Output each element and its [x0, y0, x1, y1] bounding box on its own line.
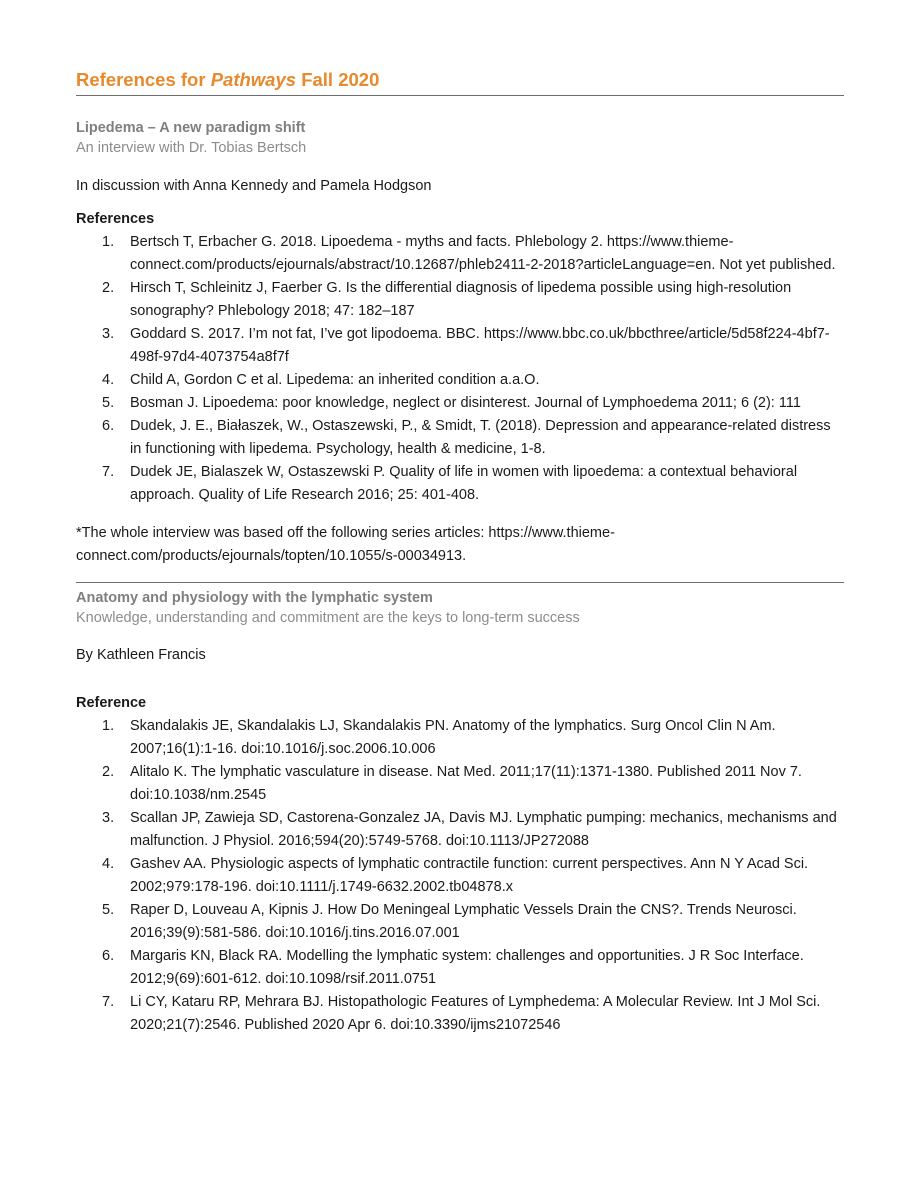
reference-number: 6.: [102, 418, 115, 434]
reference-text: Hirsch T, Schleinitz J, Faerber G. Is the differential diagnosis of lipedema possible using high-resolution sonography? Phlebology 2018; 47: 182–187: [130, 280, 792, 319]
reference-text: Margaris KN, Black RA. Modelling the lymphatic system: challenges and opportunities. J R Soc Interface. 2012;9(69):601-612. doi:10.1098/rsif.2011.0751: [130, 948, 804, 987]
reference-number: 2.: [102, 764, 115, 780]
section-title: Anatomy and physiology with the lymphatic system: [76, 590, 433, 606]
reference-item: [76, 461, 844, 507]
section-byline: In discussion with Anna Kennedy and Pamela Hodgson: [76, 178, 432, 194]
reference-item: [76, 991, 844, 1037]
section-lipedema: [76, 118, 844, 568]
reference-number: 5.: [102, 395, 115, 411]
reference-item: [76, 231, 844, 277]
reference-item: [76, 392, 844, 415]
reference-list: [76, 231, 844, 507]
reference-heading: Reference: [76, 695, 147, 711]
section-divider: [76, 582, 844, 583]
reference-item: [76, 323, 844, 369]
reference-item: [76, 899, 844, 945]
title-rule: [76, 95, 844, 96]
reference-text: Gashev AA. Physiologic aspects of lymphatic contractile function: current perspectives. Ann N Y Acad Sci. 2002;979:178-196. doi:10.1111/j.1749-6632.2002.tb04878.x: [130, 856, 809, 895]
page-title-prefix: References for: [76, 69, 211, 90]
section-subtitle: Knowledge, understanding and commitment are the keys to long-term success: [76, 610, 580, 626]
reference-item: [76, 945, 844, 991]
reference-number: 6.: [102, 948, 115, 964]
reference-number: 3.: [102, 326, 115, 342]
reference-item: [76, 761, 844, 807]
reference-text: Child A, Gordon C et al. Lipedema: an inherited condition a.a.O.: [130, 372, 540, 388]
reference-number: 2.: [102, 280, 115, 296]
reference-number: 4.: [102, 856, 115, 872]
reference-number: 7.: [102, 994, 115, 1010]
reference-text: Bosman J. Lipoedema: poor knowledge, neglect or disinterest. Journal of Lymphoedema 2011; 6 (2): 111: [130, 395, 801, 411]
section-title: Lipedema – A new paradigm shift: [76, 120, 306, 136]
reference-text: Goddard S. 2017. I’m not fat, I’ve got lipodoema. BBC. https://www.bbc.co.uk/bbcthree/article/5d58f224-4bf7-498f-97d4-4073754a8f7f: [130, 326, 830, 365]
reference-number: 7.: [102, 464, 115, 480]
reference-text: Dudek, J. E., Białaszek, W., Ostaszewski, P., & Smidt, T. (2018). Depression and appearance-related distress in functioning with lipedema. Psychology, health & medicine, 1-8.: [130, 418, 831, 457]
reference-text: Scallan JP, Zawieja SD, Castorena-Gonzalez JA, Davis MJ. Lymphatic pumping: mechanics, mechanisms and malfunction. J Physiol. 2016;594(20):5749-5768. doi:10.1113/JP272088: [130, 810, 837, 849]
page-title-suffix: Fall 2020: [296, 69, 380, 90]
reference-item: [76, 715, 844, 761]
reference-number: 1.: [102, 718, 115, 734]
reference-text: Alitalo K. The lymphatic vasculature in disease. Nat Med. 2011;17(11):1371-1380. Published 2011 Nov 7. doi:10.1038/nm.2545: [130, 764, 802, 803]
reference-item: [76, 853, 844, 899]
reference-item: [76, 277, 844, 323]
reference-item: [76, 415, 844, 461]
page-title-italic: Pathways: [210, 69, 297, 90]
references-heading: References: [76, 211, 155, 227]
page-title: [76, 66, 844, 95]
reference-number: 4.: [102, 372, 115, 388]
section-subtitle: An interview with Dr. Tobias Bertsch: [76, 140, 307, 156]
document-page: [76, 66, 844, 1037]
interview-note: *The whole interview was based off the following series articles: https://www.thieme-connect.com/products/ejournals/topten/10.1055/s-00034913.: [76, 525, 615, 564]
reference-text: Li CY, Kataru RP, Mehrara BJ. Histopathologic Features of Lymphedema: A Molecular Review. Int J Mol Sci. 2020;21(7):2546. Published 2020 Apr 6. doi:10.3390/ijms21072546: [130, 994, 821, 1033]
section-anatomy: [76, 588, 844, 1037]
reference-text: Dudek JE, Bialaszek W, Ostaszewski P. Quality of life in women with lipoedema: a contextual behavioral approach. Quality of Life Research 2016; 25: 401-408.: [130, 464, 798, 503]
section-byline: By Kathleen Francis: [76, 647, 206, 663]
reference-number: 5.: [102, 902, 115, 918]
reference-item: [76, 369, 844, 392]
reference-text: Skandalakis JE, Skandalakis LJ, Skandalakis PN. Anatomy of the lymphatics. Surg Oncol Clin N Am. 2007;16(1):1-16. doi:10.1016/j.soc.2006.10.006: [130, 718, 776, 757]
reference-number: 3.: [102, 810, 115, 826]
reference-number: 1.: [102, 234, 115, 250]
reference-item: [76, 807, 844, 853]
reference-text: Bertsch T, Erbacher G. 2018. Lipoedema - myths and facts. Phlebology 2. https://www.thieme-connect.com/products/ejournals/abstract/10.12687/phleb2411-2-2018?articleLanguage=en. Not yet published.: [130, 234, 836, 273]
reference-list: [76, 715, 844, 1037]
reference-text: Raper D, Louveau A, Kipnis J. How Do Meningeal Lymphatic Vessels Drain the CNS?. Trends Neurosci. 2016;39(9):581-586. doi:10.1016/j.tins.2016.07.001: [130, 902, 797, 941]
